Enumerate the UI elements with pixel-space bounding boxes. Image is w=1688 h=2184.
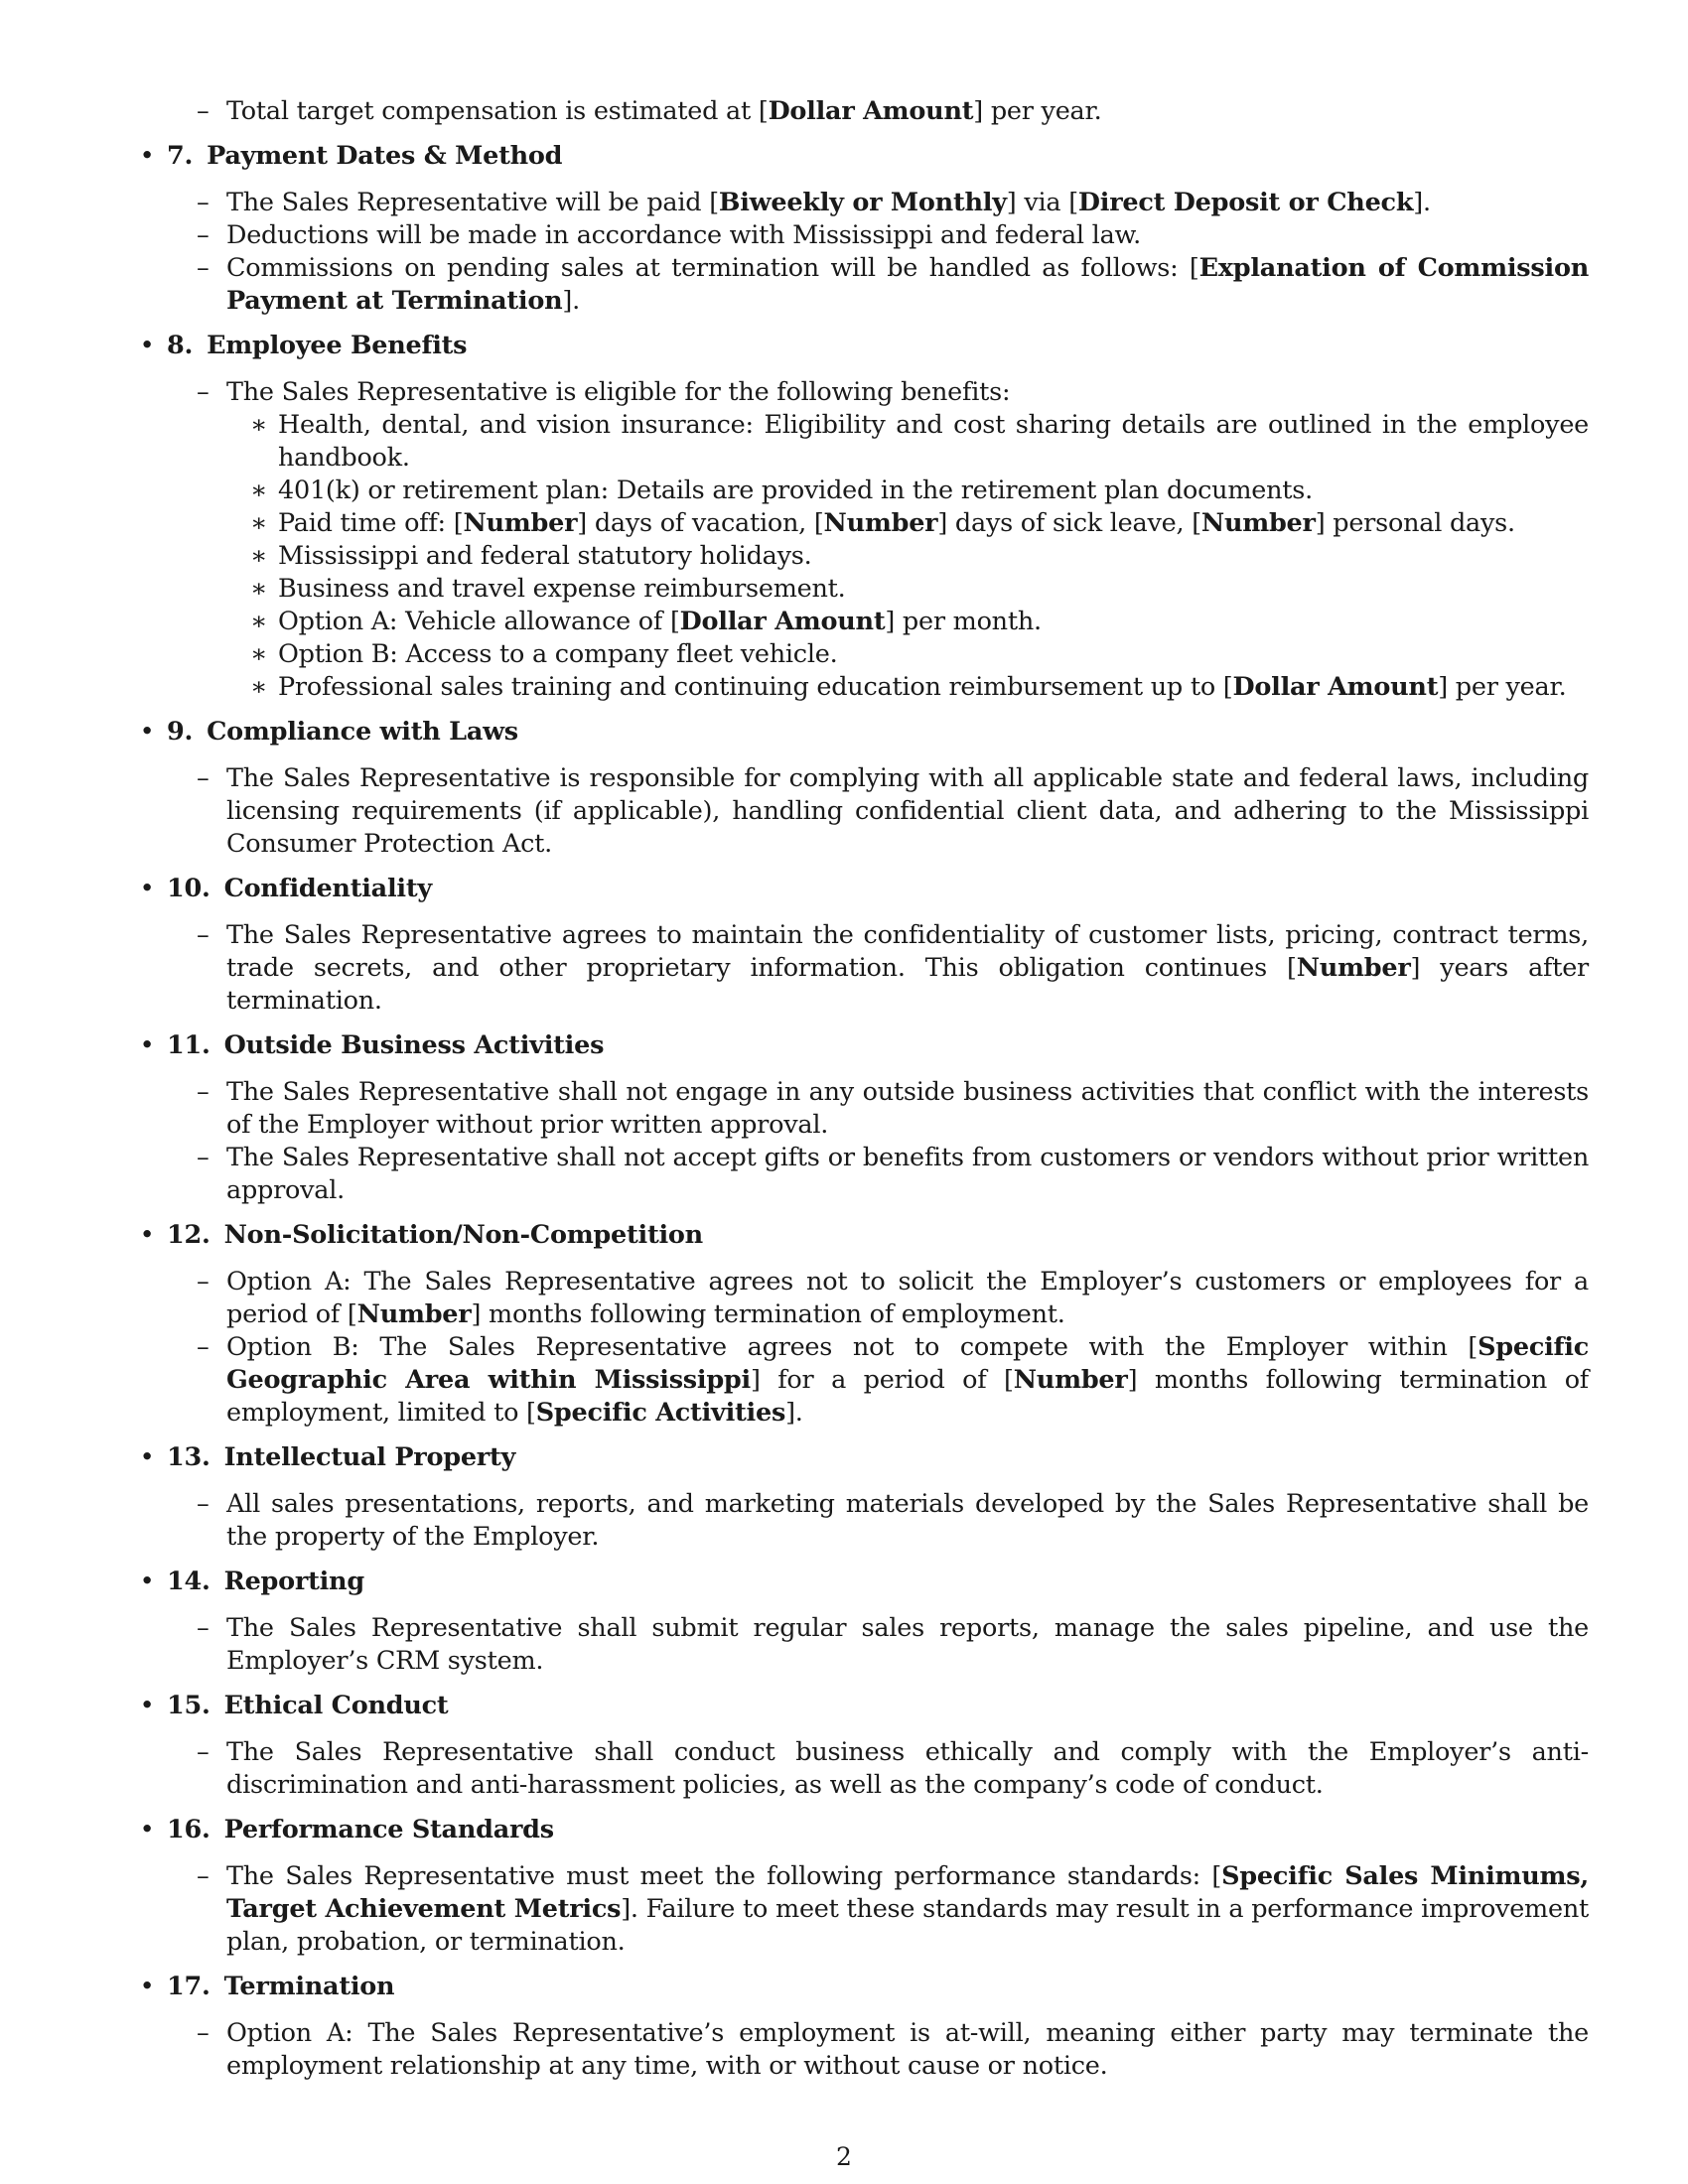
bullet-icon: • — [139, 1567, 155, 1596]
list-item: – Option A: The Sales Representative’s employment is at-will, meaning either party may terminate the employment relationship at any time, with or without cause or notice. — [197, 2018, 1589, 2081]
section-ethical-conduct — [137, 1690, 1589, 1802]
section-heading: • 17. Termination — [137, 1971, 1589, 2003]
section-non-solicitation — [137, 1219, 1589, 1430]
list-item: – The Sales Representative is responsible for complying with all applicable state and federal laws, including licensing requirements (if applicable), handling confidential client data, and adhering to the Mississippi Consumer Protection Act. — [197, 763, 1589, 859]
benefit-item: ∗ Mississippi and federal statutory holidays. — [250, 541, 812, 571]
benefits-list — [226, 409, 1589, 704]
list-item: – Commissions on pending sales at termination will be handled as follows: [Explanation of Commission Payment at Termination]. — [197, 253, 1590, 316]
bullet-icon: • — [139, 1691, 155, 1720]
section-heading: • 14. Reporting — [137, 1566, 1589, 1598]
benefit-item: ∗ Paid time off: [Number] days of vacation, [Number] days of sick leave, [Number] personal days. — [250, 508, 1515, 538]
section-heading: • 16. Performance Standards — [137, 1814, 1589, 1846]
benefit-item: ∗ Professional sales training and continuing education reimbursement up to [Dollar Amount] per year. — [250, 672, 1567, 702]
benefit-item: ∗ Option B: Access to a company fleet vehicle. — [250, 639, 838, 669]
list-item: – The Sales Representative is eligible for the following benefits: — [197, 377, 1011, 407]
section-heading: • 11. Outside Business Activities — [137, 1029, 1589, 1062]
bullet-icon: • — [139, 1030, 155, 1060]
benefit-item: ∗ 401(k) or retirement plan: Details are provided in the retirement plan documents. — [250, 476, 1313, 505]
list-item: – The Sales Representative will be paid [Biweekly or Monthly] via [Direct Deposit or Check]. — [197, 188, 1431, 217]
document-page — [137, 95, 1589, 2095]
section-heading: • 10. Confidentiality — [137, 873, 1589, 905]
section-heading: • 12. Non-Solicitation/Non-Competition — [137, 1219, 1589, 1252]
benefit-item: ∗ Health, dental, and vision insurance: Eligibility and cost sharing details are outlined in the employee handbook. — [250, 410, 1589, 473]
section-heading: • 9. Compliance with Laws — [137, 716, 1589, 749]
benefit-item: ∗ Option A: Vehicle allowance of [Dollar Amount] per month. — [250, 607, 1042, 636]
asterisk-marker: ∗ — [250, 410, 268, 440]
list-item: – The Sales Representative shall conduct business ethically and comply with the Employer’s anti-discrimination and anti-harassment policies, as well as the company’s code of conduct. — [197, 1737, 1589, 1800]
section-employee-benefits — [137, 330, 1589, 704]
bullet-icon: • — [139, 1220, 155, 1250]
bullet-icon: • — [139, 874, 155, 903]
section-payment-dates — [137, 140, 1589, 318]
section-heading: • 8. Employee Benefits — [137, 330, 1589, 362]
list-item: – Total target compensation is estimated at [Dollar Amount] per year. — [197, 96, 1102, 126]
bullet-icon: • — [139, 1442, 155, 1472]
list-item: – Deductions will be made in accordance with Mississippi and federal law. — [197, 220, 1141, 250]
bullet-icon: • — [139, 141, 155, 171]
section-confidentiality — [137, 873, 1589, 1018]
section-heading: • 13. Intellectual Property — [137, 1441, 1589, 1474]
list-item: – All sales presentations, reports, and marketing materials developed by the Sales Representative shall be the property of the Employer. — [197, 1489, 1589, 1552]
dash-marker: – — [197, 96, 210, 126]
section-reporting — [137, 1566, 1589, 1678]
list-item: – The Sales Representative shall submit regular sales reports, manage the sales pipeline, and use the Employer’s CRM system. — [197, 1613, 1589, 1676]
section-heading: • 15. Ethical Conduct — [137, 1690, 1589, 1722]
list-item: – The Sales Representative agrees to maintain the confidentiality of customer lists, pricing, contract terms, trade secrets, and other proprietary information. This obligation continues [Number] years after termination. — [197, 920, 1589, 1016]
benefit-item: ∗ Business and travel expense reimbursement. — [250, 574, 846, 604]
section-outside-business — [137, 1029, 1589, 1207]
list-item: – The Sales Representative shall not accept gifts or benefits from customers or vendors without prior written approval. — [197, 1143, 1589, 1205]
page-number: 2 — [836, 2142, 852, 2171]
bullet-icon: • — [139, 1815, 155, 1844]
bullet-icon: • — [139, 331, 155, 360]
section-performance-standards — [137, 1814, 1589, 1959]
list-item: – Option B: The Sales Representative agrees not to compete with the Employer within [Specific Geographic Area within Mississippi] for a period of [Number] months following termination of employment, limited to [Specific Activities]. — [197, 1332, 1589, 1428]
list-item: – The Sales Representative shall not engage in any outside business activities that conflict with the interests of the Employer without prior written approval. — [197, 1077, 1589, 1140]
bullet-icon: • — [139, 717, 155, 747]
section-heading: • 7. Payment Dates & Method — [137, 140, 1589, 173]
section-termination — [137, 1971, 1589, 2083]
section-intellectual-property — [137, 1441, 1589, 1554]
bullet-icon: • — [139, 1972, 155, 2001]
list-item: – The Sales Representative must meet the following performance standards: [Specific Sales Minimums, Target Achievement Metrics]. Failure to meet these standards may result in a performance improvement plan, probation, or termination. — [197, 1861, 1589, 1957]
section-compliance — [137, 716, 1589, 861]
list-item: – Option A: The Sales Representative agrees not to solicit the Employer’s customers or employees for a period of [Number] months following termination of employment. — [197, 1267, 1589, 1329]
